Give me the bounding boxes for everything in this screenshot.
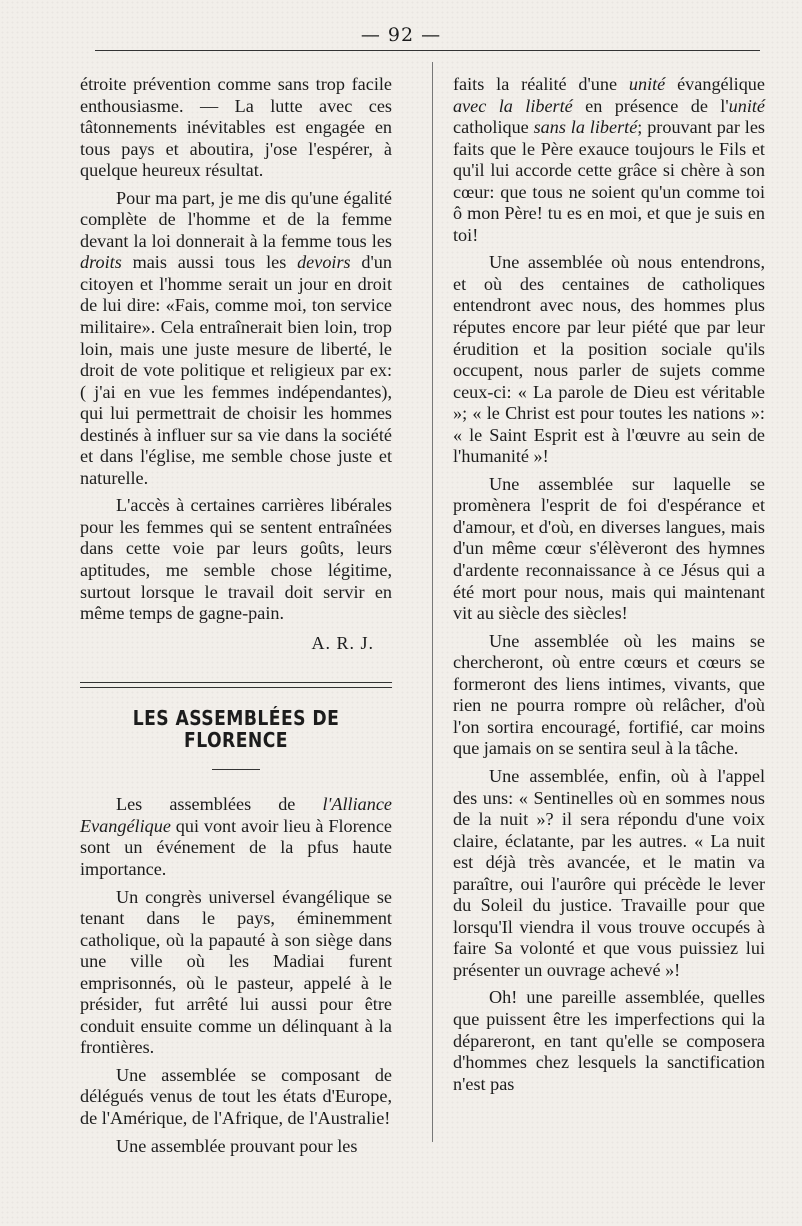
paragraph: Oh! une pareille assemblée, quelles que puissent être les imperfections qui la dépareront, en tant qu'elle se composera d'hommes chez lesquels la sanctification n'est pas [453,987,765,1094]
emphasis: avec la liberté [453,95,573,116]
paragraph: Une assemblée sur laquelle se promènera l'esprit de foi d'espérance et d'amour, et d'où, en diverses langues, mais d'un même cœur s'élèveront des hymnes d'ardente reconnaissance à ce Jésus qui a été mort pour nous, mais qui maintenant vit au siècle des siècles! [453,473,765,624]
text-run: qui vont avoir lieu à Florence sont un événement de la pfus haute importance. [80,815,392,879]
paragraph [453,74,765,246]
header-rule [95,50,760,51]
text-run: Les assemblées de [116,794,323,815]
emphasis: unité [728,95,766,116]
column-divider [432,62,433,1142]
emphasis: sans la liberté [533,117,638,138]
emphasis: unité [628,74,666,94]
emphasis: droits [80,252,122,273]
left-column [80,74,392,1157]
heading-rule [212,769,260,770]
section-divider [80,682,392,688]
text-run: d'un citoyen et l'homme serait un jour en droit de lui dire: «Fais, comme moi, ton service militaire». Cela entraînerait bien loin, trop loin, mais une juste mesure de liberté, le droit de vote politique et religieux par ex: ( j'ai en vue les femmes indépendantes), qui lui permettrait de choisir les hommes destinés à influer sur sa vie dans la société et dans l'église, me semble chose juste et naturelle. [80,252,392,488]
emphasis: devoirs [297,252,351,273]
text-run: mais aussi tous les [121,252,298,273]
page-number: — 92 — [360,24,442,46]
paragraph: Une assemblée où nous entendrons, et où des centaines de catholiques entendront avec nous, des hommes plus réputes encore par leur piété que par leur érudition et la position sociale qu'ils occupent, nous parler de sujets comme ceux-ci: « La parole de Dieu est véritable »; « le Christ est pour toutes les nations »: « le Saint Esprit est à l'œuvre au sein de l'humanité »! [453,252,765,467]
paragraph: Une assemblée, enfin, où à l'appel des uns: « Sentinelles où en sommes nous de la nuit »? il sera répondu d'une voix claire, éclatante, par les autres. « La nuit est déjà très avancée, et le matin va paraître, oui l'aurôre qui précède le lever du Soleil du justice. Travaille pour que lorsqu'Il viendra il vous trouve occupés à faire Sa volonté et que vous puissiez lui présenter un ouvrage achevé »! [453,765,765,980]
paragraph: Un congrès universel évangélique se tenant dans le pays, éminemment catholique, où la papauté à son siège dans une ville où les Madiai furent emprisonnés, où le pasteur, appelé à le présider, fut arrêté lui aussi pour être conduit ensuite comme un délinquant à la frontières. [80,886,392,1058]
paragraph: Une assemblée où les mains se chercheront, où entre cœurs et cœurs se formeront des liens intimes, vivants, que rien ne pourra rompre où relâcher, d'où l'on sortira encouragé, fortifié, car moins que jamais on se sentira seul à la tâche. [453,630,765,759]
text-run: faits la réalité d'une [453,74,629,94]
paragraph: Une assemblée prouvant pour les [116,1135,358,1156]
paragraph: étroite prévention comme sans trop facile enthousiasme. — La lutte avec ces tâtonnements inévitables est engagée en tous pays et aboutira, j'ose l'espérer, à quelque heureux résultat. [80,74,392,181]
paragraph [80,188,392,490]
text-run: ; prouvant par les faits que le Père exauce toujours le Fils et qu'il lui accorde cette grâce si chère à son cœur: que tous ne soient qu'un comme toi ô mon Père! tu es en moi, et que je suis en toi! [453,117,765,245]
right-column [453,74,765,1095]
text-run: Pour ma part, je me dis qu'une égalité complète de l'homme et de la femme devant la loi donnerait à la femme tous les [80,187,392,251]
emphasis: l'Alliance Evangélique [80,794,392,836]
text-run: catholique [453,117,534,138]
text-run: évangélique [665,74,765,94]
paragraph [80,794,392,880]
section-heading: LES ASSEMBLÉES DE FLORENCE [132,706,340,752]
author-signature: A. R. J. [311,632,374,653]
paragraph: L'accès à certaines carrières libérales pour les femmes qui se sentent entraînées dans cette voie par leurs goûts, leurs aptitudes, me semble chose légitime, surtout lorsque le travail doit servir en même temps de gagne-pain. [80,495,392,624]
text-run: en présence de l' [572,95,729,116]
paragraph: Une assemblée se composant de délégués venus de tout les états d'Europe, de l'Amérique, de l'Afrique, de l'Australie! [80,1064,392,1128]
